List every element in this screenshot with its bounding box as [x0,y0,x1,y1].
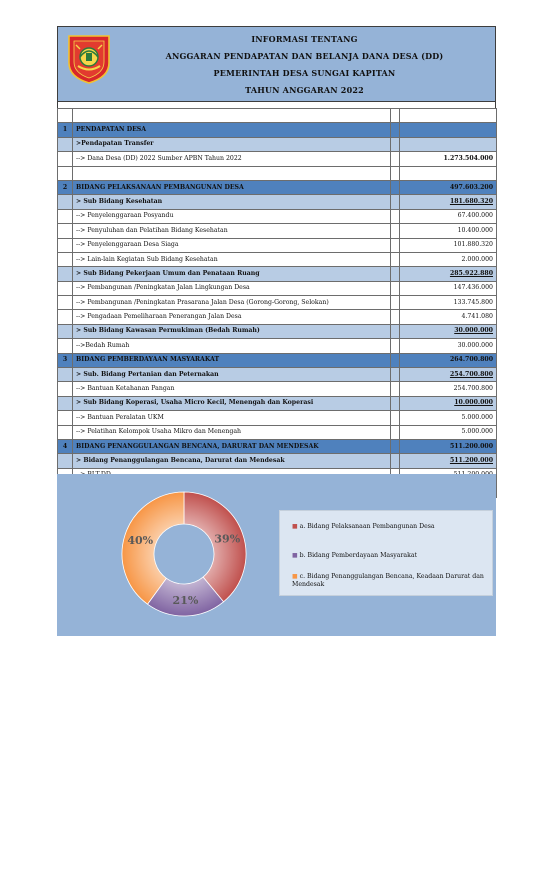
row-label: --> Bantuan Peralatan UKM [73,411,391,425]
donut-chart [57,474,277,636]
chart-panel [57,474,496,636]
row-spacer [391,137,400,151]
spacer-row [58,166,497,180]
slice-label-b: 21% [172,593,199,607]
row-spacer [391,281,400,295]
row-amount [400,396,497,410]
row-spacer [391,180,400,194]
subsection-row [58,396,497,410]
header-fiscal-year: TAHUN ANGGARAN 2022 [245,85,364,95]
row-amount [400,209,497,223]
section-row [58,439,497,453]
row-spacer [391,209,400,223]
item-row [58,281,497,295]
amount-value: 511.200.000 [449,442,493,450]
subsection-row [58,454,497,468]
row-spacer [391,396,400,410]
row-label: BIDANG PELAKSANAAN PEMBANGUNAN DESA [73,180,391,194]
row-spacer [391,252,400,266]
item-row [58,411,497,425]
row-number [58,310,73,324]
chart-legend [279,510,493,596]
slice-label-c: 40% [127,533,154,547]
slice-label-a: 39% [214,532,241,546]
amount-value: 181.680.320 [449,197,493,205]
amount-value: 4.741.080 [461,313,493,321]
row-spacer [391,310,400,324]
row-amount [400,195,497,209]
row-spacer [391,425,400,439]
row-spacer [391,353,400,367]
amount-value: 133.745.800 [453,298,493,306]
legend-label-c: c. Bidang Penanggulangan Bencana, Keadaan Darurat dan Mendesak [292,573,484,589]
row-number [58,296,73,310]
amount-value: 67.400.000 [457,212,493,220]
row-label: PENDAPATAN DESA [73,123,391,137]
row-label: > Sub. Bidang Pertanian dan Peternakan [73,368,391,382]
row-label: > Sub Bidang Pekerjaan Umum dan Penataan Ruang [73,267,391,281]
row-amount [400,267,497,281]
row-label: --> Pengadaan Pemeliharaan Penerangan Jalan Desa [73,310,391,324]
row-label: > Sub Bidang Kawasan Permukiman (Bedah Rumah) [73,324,391,338]
row-number: 2 [58,180,73,194]
amount-value: 10.000.000 [454,399,493,407]
row-spacer [391,296,400,310]
row-label: --> Pelatihan Kelompok Usaha Mikro dan Menengah [73,425,391,439]
row-spacer [391,324,400,338]
amount-value: 254.700.800 [449,370,493,378]
row-number: 1 [58,123,73,137]
row-amount [400,339,497,353]
row-amount [400,382,497,396]
row-label: >Pendapatan Transfer [73,137,391,151]
amount-value: 1.273.504.000 [443,154,493,162]
amount-value: 101.880.320 [453,241,493,249]
row-label: > Sub Bidang Koperasi, Usaha Micro Kecil, Menengah dan Koperasi [73,396,391,410]
row-number [58,195,73,209]
item-row [58,152,497,166]
row-label: BIDANG PENANGGULANGAN BENCANA, DARURAT DAN MENDESAK [73,439,391,453]
spacer-cell [391,109,400,123]
section-row [58,180,497,194]
item-row [58,425,497,439]
row-amount [400,324,497,338]
subsection-row [58,368,497,382]
row-amount [400,353,497,367]
amount-value: 2.000.000 [461,255,493,263]
item-row [58,252,497,266]
row-amount [400,296,497,310]
row-amount [400,252,497,266]
row-amount [400,152,497,166]
row-spacer [391,224,400,238]
budget-table [57,108,497,498]
subsection-row [58,195,497,209]
amount-value: 147.436.000 [453,284,493,292]
row-spacer [391,267,400,281]
row-amount [400,310,497,324]
row-number [58,425,73,439]
row-label: > Sub Bidang Kesehatan [73,195,391,209]
legend-marker-c: ■ [292,573,298,580]
row-amount [400,439,497,453]
row-spacer [391,339,400,353]
item-row [58,310,497,324]
row-label: --> Penyuluhan dan Pelatihan Bidang Kesehatan [73,224,391,238]
row-spacer [391,123,400,137]
amount-value: 5.000.000 [461,428,493,436]
item-row [58,382,497,396]
row-label: --> Penyelenggaraan Desa Siaga [73,238,391,252]
budget-sheet [57,26,496,498]
row-spacer [391,382,400,396]
subsection-row [58,137,497,151]
amount-value: 511.200.000 [449,456,493,464]
row-number [58,209,73,223]
amount-value: 10.400.000 [457,226,493,234]
amount-value: 254.700.800 [453,385,493,393]
item-row [58,339,497,353]
row-amount [400,281,497,295]
row-amount [400,224,497,238]
row-spacer [391,368,400,382]
spacer-cell [58,166,73,180]
legend-item-b [292,552,484,560]
row-number [58,411,73,425]
row-number: 3 [58,353,73,367]
spacer-cell [58,109,73,123]
amount-value: 285.922.880 [449,269,493,277]
legend-item-a [292,523,484,531]
header-subtitle: ANGGARAN PENDAPATAN DAN BELANJA DANA DESA (DD) [165,51,444,61]
item-row [58,296,497,310]
row-spacer [391,195,400,209]
row-amount [400,411,497,425]
item-row [58,209,497,223]
row-label: --> Lain-lain Kegiatan Sub Bidang Kesehatan [73,252,391,266]
header-banner [57,26,496,102]
row-label: > Bidang Penanggulangan Bencana, Darurat dan Mendesak [73,454,391,468]
row-label: -->Bedah Rumah [73,339,391,353]
spacer-cell [73,109,391,123]
header-title: INFORMASI TENTANG [251,34,358,44]
legend-marker-a: ■ [292,523,298,530]
row-label: --> Pembangunan /Peningkatan Prasarana Jalan Desa (Gorong-Gorong, Selokan) [73,296,391,310]
section-row [58,353,497,367]
row-number [58,238,73,252]
row-label: --> Dana Desa (DD) 2022 Sumber APBN Tahun 2022 [73,152,391,166]
amount-value: 5.000.000 [461,413,493,421]
amount-value: 497.603.200 [449,183,493,191]
row-amount [400,425,497,439]
legend-marker-b: ■ [292,552,298,559]
row-spacer [391,454,400,468]
row-amount [400,368,497,382]
spacer-cell [391,166,400,180]
row-label: --> Bantuan Ketahanan Pangan [73,382,391,396]
amount-value: 264.700.800 [449,356,493,364]
row-number [58,137,73,151]
row-number [58,152,73,166]
spacer-row [58,109,497,123]
row-label: BIDANG PEMBERDAYAAN MASYARAKAT [73,353,391,367]
row-number: 4 [58,439,73,453]
row-number [58,281,73,295]
row-spacer [391,439,400,453]
legend-label-a: a. Bidang Pelaksanaan Pembangunan Desa [299,523,435,530]
row-amount [400,123,497,137]
row-spacer [391,152,400,166]
row-number [58,368,73,382]
spacer-cell [400,109,497,123]
row-number [58,396,73,410]
row-amount [400,238,497,252]
row-number [58,224,73,238]
legend-item-c [292,573,484,590]
amount-value: 30.000.000 [454,327,493,335]
regency-emblem-icon [66,33,112,85]
row-amount [400,454,497,468]
row-label: --> Pembangunan /Peningkatan Jalan Lingkungan Desa [73,281,391,295]
row-amount [400,137,497,151]
row-label: --> Penyelenggaraan Posyandu [73,209,391,223]
subsection-row [58,267,497,281]
legend-label-b: b. Bidang Pemberdayaan Masyarakat [299,552,418,559]
row-number [58,252,73,266]
amount-value: 30.000.000 [457,341,493,349]
row-amount [400,180,497,194]
item-row [58,238,497,252]
row-spacer [391,238,400,252]
spacer-cell [400,166,497,180]
spacer-cell [73,166,391,180]
item-row [58,224,497,238]
subsection-row [58,324,497,338]
row-number [58,267,73,281]
row-number [58,339,73,353]
row-number [58,454,73,468]
row-spacer [391,411,400,425]
header-government: PEMERINTAH DESA SUNGAI KAPITAN [213,68,396,78]
section-row [58,123,497,137]
row-number [58,324,73,338]
row-number [58,382,73,396]
